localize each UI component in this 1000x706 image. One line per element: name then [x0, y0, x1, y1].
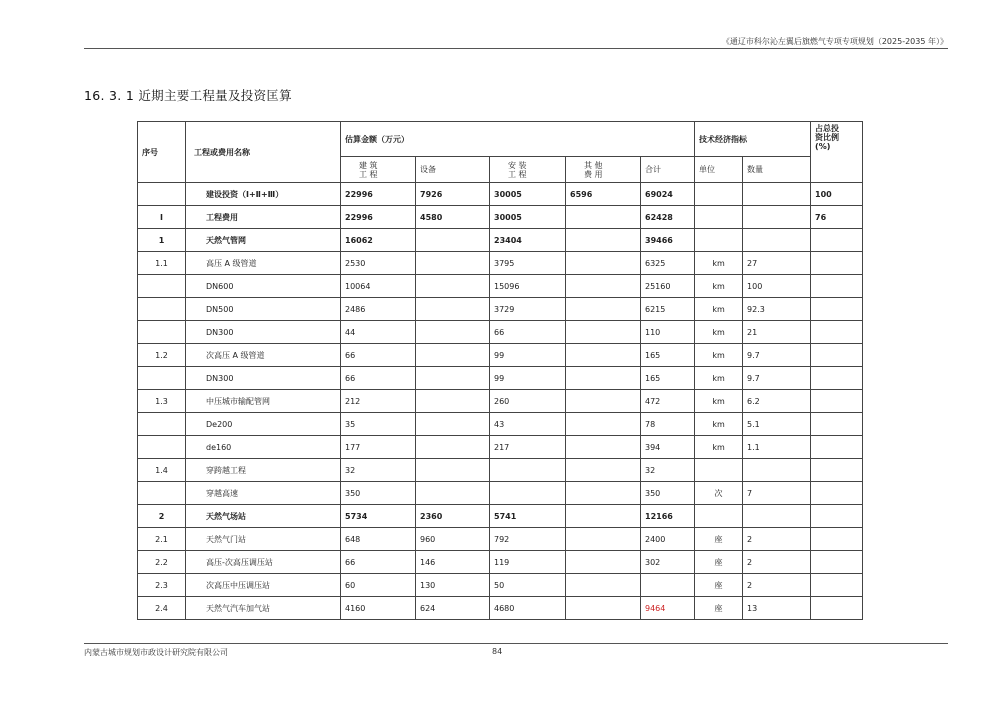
cell-total: 472 [641, 390, 695, 413]
cell-build: 66 [341, 367, 416, 390]
cell-qty: 5.1 [743, 413, 811, 436]
cell-name: DN500 [186, 298, 341, 321]
cell-build: 4160 [341, 597, 416, 620]
cell-other [566, 390, 641, 413]
cell-qty: 9.7 [743, 344, 811, 367]
cell-other [566, 321, 641, 344]
cell-install: 119 [490, 551, 566, 574]
cell-build: 10064 [341, 275, 416, 298]
cell-name: 高压 A 级管道 [186, 252, 341, 275]
cell-qty: 13 [743, 597, 811, 620]
cell-other [566, 459, 641, 482]
cell-seq: 1 [138, 229, 186, 252]
cell-equip: 4580 [416, 206, 490, 229]
cell-equip [416, 252, 490, 275]
table-row [138, 459, 863, 482]
cell-unit: km [695, 252, 743, 275]
table-row [138, 528, 863, 551]
cell-qty [743, 206, 811, 229]
table-row [138, 597, 863, 620]
cell-name: 天然气场站 [186, 505, 341, 528]
cell-equip: 130 [416, 574, 490, 597]
table-row [138, 275, 863, 298]
cell-name: 建设投资（Ⅰ+Ⅱ+Ⅲ） [186, 183, 341, 206]
cell-ratio [811, 252, 863, 275]
cell-unit: km [695, 321, 743, 344]
cell-unit: km [695, 275, 743, 298]
cell-install [490, 482, 566, 505]
cell-equip: 146 [416, 551, 490, 574]
cell-build: 22996 [341, 206, 416, 229]
header-name: 工程或费用名称 [186, 122, 341, 183]
cell-equip: 7926 [416, 183, 490, 206]
table-row [138, 482, 863, 505]
cell-install [490, 459, 566, 482]
cell-install: 3729 [490, 298, 566, 321]
cell-total: 9464 [641, 597, 695, 620]
cell-equip: 624 [416, 597, 490, 620]
cell-other [566, 505, 641, 528]
investment-table [137, 121, 863, 620]
cell-name: de160 [186, 436, 341, 459]
cell-build: 66 [341, 551, 416, 574]
cell-install: 30005 [490, 206, 566, 229]
cell-build: 66 [341, 344, 416, 367]
cell-name: DN300 [186, 367, 341, 390]
cell-qty: 6.2 [743, 390, 811, 413]
table-row [138, 206, 863, 229]
cell-install: 99 [490, 367, 566, 390]
cell-qty: 92.3 [743, 298, 811, 321]
header-unit: 单位 [695, 157, 743, 183]
cell-total: 302 [641, 551, 695, 574]
cell-qty: 27 [743, 252, 811, 275]
cell-install: 217 [490, 436, 566, 459]
cell-ratio [811, 413, 863, 436]
cell-seq [138, 413, 186, 436]
header-qty: 数量 [743, 157, 811, 183]
table-row [138, 505, 863, 528]
table-row [138, 413, 863, 436]
cell-unit: km [695, 367, 743, 390]
cell-seq: 1.2 [138, 344, 186, 367]
cell-build: 177 [341, 436, 416, 459]
cell-install: 3795 [490, 252, 566, 275]
cell-unit: 次 [695, 482, 743, 505]
cell-ratio [811, 321, 863, 344]
cell-other [566, 344, 641, 367]
cell-equip: 960 [416, 528, 490, 551]
cell-equip [416, 436, 490, 459]
cell-ratio [811, 229, 863, 252]
cell-name: 高压-次高压调压站 [186, 551, 341, 574]
cell-seq: 1.4 [138, 459, 186, 482]
cell-build: 44 [341, 321, 416, 344]
cell-name: 穿跨越工程 [186, 459, 341, 482]
cell-name: DN600 [186, 275, 341, 298]
cell-total: 165 [641, 344, 695, 367]
cell-unit: 座 [695, 574, 743, 597]
section-title: 16. 3. 1 近期主要工程量及投资匡算 [84, 88, 292, 103]
cell-equip [416, 275, 490, 298]
cell-ratio [811, 482, 863, 505]
header-tech: 技术经济指标 [695, 122, 811, 157]
cell-build: 35 [341, 413, 416, 436]
cell-seq [138, 482, 186, 505]
cell-ratio [811, 367, 863, 390]
cell-equip [416, 482, 490, 505]
cell-build: 5734 [341, 505, 416, 528]
cell-equip [416, 413, 490, 436]
cell-total: 110 [641, 321, 695, 344]
cell-install: 5741 [490, 505, 566, 528]
table-row [138, 574, 863, 597]
cell-ratio [811, 528, 863, 551]
cell-unit [695, 229, 743, 252]
cell-install: 66 [490, 321, 566, 344]
cell-install: 23404 [490, 229, 566, 252]
cell-other [566, 413, 641, 436]
cell-build: 22996 [341, 183, 416, 206]
cell-unit [695, 206, 743, 229]
header-build: 建 筑 工 程 [341, 157, 416, 183]
cell-unit [695, 183, 743, 206]
cell-total: 69024 [641, 183, 695, 206]
cell-unit: 座 [695, 551, 743, 574]
header-ratio: 占总投 资比例 (%) [811, 122, 863, 183]
cell-unit: km [695, 390, 743, 413]
cell-install: 792 [490, 528, 566, 551]
cell-unit: 座 [695, 528, 743, 551]
cell-seq: 2.3 [138, 574, 186, 597]
cell-total: 165 [641, 367, 695, 390]
cell-seq [138, 367, 186, 390]
cell-unit [695, 505, 743, 528]
header-total: 合计 [641, 157, 695, 183]
cell-install: 43 [490, 413, 566, 436]
cell-other: 6596 [566, 183, 641, 206]
cell-other [566, 298, 641, 321]
table-header-row [138, 122, 863, 157]
cell-qty [743, 505, 811, 528]
table-row [138, 298, 863, 321]
cell-unit: km [695, 436, 743, 459]
header-equip: 设备 [416, 157, 490, 183]
page-number: 84 [492, 647, 503, 656]
cell-unit: km [695, 344, 743, 367]
cell-qty [743, 229, 811, 252]
cell-qty [743, 183, 811, 206]
cell-other [566, 275, 641, 298]
header-seq: 序号 [138, 122, 186, 183]
document-header: 《通辽市科尔沁左翼后旗燃气专项专项规划（2025-2035 年）》 [721, 37, 948, 46]
table-row [138, 321, 863, 344]
cell-equip [416, 367, 490, 390]
cell-seq [138, 321, 186, 344]
header-divider [84, 48, 948, 49]
cell-ratio: 100 [811, 183, 863, 206]
cell-seq: 1.3 [138, 390, 186, 413]
cell-ratio [811, 551, 863, 574]
cell-seq: 2.2 [138, 551, 186, 574]
cell-build: 648 [341, 528, 416, 551]
cell-other [566, 367, 641, 390]
cell-qty: 2 [743, 551, 811, 574]
cell-other [566, 206, 641, 229]
cell-ratio [811, 505, 863, 528]
cell-total [641, 574, 695, 597]
cell-install: 99 [490, 344, 566, 367]
cell-seq [138, 183, 186, 206]
cell-build: 32 [341, 459, 416, 482]
cell-unit: km [695, 298, 743, 321]
cell-build: 2530 [341, 252, 416, 275]
cell-ratio [811, 298, 863, 321]
cell-install: 30005 [490, 183, 566, 206]
cell-name: 次高压 A 级管道 [186, 344, 341, 367]
cell-name: 天然气汽车加气站 [186, 597, 341, 620]
cell-equip [416, 459, 490, 482]
footer-divider [84, 643, 948, 644]
cell-seq: 1.1 [138, 252, 186, 275]
cell-name: De200 [186, 413, 341, 436]
cell-total: 78 [641, 413, 695, 436]
cell-total: 6325 [641, 252, 695, 275]
cell-ratio [811, 459, 863, 482]
cell-equip [416, 344, 490, 367]
table-row [138, 252, 863, 275]
cell-qty [743, 459, 811, 482]
cell-name: 穿越高速 [186, 482, 341, 505]
cell-install: 4680 [490, 597, 566, 620]
header-estimate: 估算金额（万元） [341, 122, 695, 157]
cell-total: 350 [641, 482, 695, 505]
cell-other [566, 551, 641, 574]
cell-seq: Ⅰ [138, 206, 186, 229]
cell-other [566, 528, 641, 551]
cell-seq [138, 298, 186, 321]
cell-unit [695, 459, 743, 482]
cell-other [566, 597, 641, 620]
cell-qty: 7 [743, 482, 811, 505]
table-row [138, 229, 863, 252]
cell-seq [138, 275, 186, 298]
cell-total: 25160 [641, 275, 695, 298]
table-row [138, 367, 863, 390]
table-row [138, 551, 863, 574]
cell-qty: 1.1 [743, 436, 811, 459]
cell-seq: 2.4 [138, 597, 186, 620]
cell-seq: 2 [138, 505, 186, 528]
header-install: 安 装 工 程 [490, 157, 566, 183]
cell-install: 260 [490, 390, 566, 413]
cell-seq: 2.1 [138, 528, 186, 551]
cell-ratio [811, 275, 863, 298]
cell-install: 15096 [490, 275, 566, 298]
cell-qty: 21 [743, 321, 811, 344]
cell-name: 中压城市输配管网 [186, 390, 341, 413]
cell-name: 天然气管网 [186, 229, 341, 252]
cell-name: DN300 [186, 321, 341, 344]
cell-qty: 9.7 [743, 367, 811, 390]
cell-name: 工程费用 [186, 206, 341, 229]
cell-equip [416, 298, 490, 321]
table-row [138, 344, 863, 367]
cell-other [566, 252, 641, 275]
cell-unit: 座 [695, 597, 743, 620]
cell-other [566, 436, 641, 459]
cell-install: 50 [490, 574, 566, 597]
footer-org: 内蒙古城市规划市政设计研究院有限公司 [84, 648, 228, 657]
cell-total: 2400 [641, 528, 695, 551]
table-row [138, 390, 863, 413]
cell-ratio [811, 597, 863, 620]
header-other: 其 他 费 用 [566, 157, 641, 183]
cell-ratio [811, 574, 863, 597]
cell-name: 天然气门站 [186, 528, 341, 551]
cell-other [566, 482, 641, 505]
cell-equip [416, 390, 490, 413]
table-row [138, 436, 863, 459]
cell-equip [416, 229, 490, 252]
cell-name: 次高压中压调压站 [186, 574, 341, 597]
cell-qty: 100 [743, 275, 811, 298]
cell-build: 2486 [341, 298, 416, 321]
cell-total: 12166 [641, 505, 695, 528]
cell-qty: 2 [743, 574, 811, 597]
cell-build: 212 [341, 390, 416, 413]
cell-seq [138, 436, 186, 459]
cell-equip: 2360 [416, 505, 490, 528]
cell-total: 62428 [641, 206, 695, 229]
cell-build: 350 [341, 482, 416, 505]
cell-qty: 2 [743, 528, 811, 551]
cell-other [566, 574, 641, 597]
cell-ratio [811, 390, 863, 413]
cell-other [566, 229, 641, 252]
cell-build: 16062 [341, 229, 416, 252]
cell-total: 32 [641, 459, 695, 482]
cell-equip [416, 321, 490, 344]
cell-total: 39466 [641, 229, 695, 252]
cell-build: 60 [341, 574, 416, 597]
cell-ratio: 76 [811, 206, 863, 229]
cell-total: 6215 [641, 298, 695, 321]
cell-ratio [811, 344, 863, 367]
cell-unit: km [695, 413, 743, 436]
cell-ratio [811, 436, 863, 459]
cell-total: 394 [641, 436, 695, 459]
table-row [138, 183, 863, 206]
